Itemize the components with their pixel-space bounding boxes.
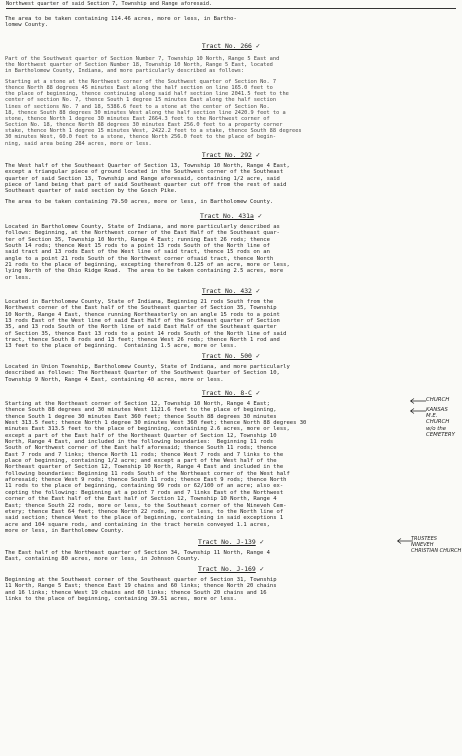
text-line: ning, said area being 284 acres, more or less. — [5, 140, 152, 147]
page-header: Northwest quarter of said Section 7, Township and Range aforesaid. — [6, 1, 456, 9]
text-line: Part of the Southwest quarter of Section Number 7, Township 10 North, Range 5 East and — [5, 56, 280, 62]
tract-heading-292 — [0, 151, 462, 159]
text-line: lines of sections No. 7 and 18, 5386.6 feet to a stone at the center of Section No. — [5, 103, 270, 110]
text-line: South of Northwest corner of the East half aforesaid; thence South 11 rods; thence — [5, 445, 277, 452]
tract-label: Tract No. 8-C — [201, 389, 252, 397]
text-line: ter of Section 35, Township 10 North, Range 4 East; running East 26 rods; thence — [5, 236, 270, 243]
text-line: stone, thence North 1 degree 30 minutes East 2664.3 feet to the Northwest corner of — [5, 115, 270, 122]
text-line: Township 9 North, Range 4 East, containing 40 acres, more or less. — [5, 376, 224, 383]
tract-label: Tract No. J-169 — [198, 565, 256, 573]
text-line: Beginning at the Southwest corner of the Southeast quarter of Section 31, Township — [5, 577, 277, 583]
tract-label: Tract No. 431a — [199, 212, 254, 220]
text-line: 13 rods East of the West line of said East Half of the Southeast quarter of Section — [5, 318, 280, 325]
text-line: North, Range 4 East, and included in the following boundaries: Beginning 11 rods — [5, 439, 274, 446]
text-line: thence South 1 degree 30 minutes East 360 feet; thence South 88 degrees 30 minutes — [5, 413, 277, 420]
text-line: KANSAS — [426, 407, 448, 413]
text-line: of Section 35, thence East 13 rods to a point 14 rods South of the North line of said — [5, 330, 287, 337]
text-line: East, containing 80 acres, more or less, in Johnson County. — [5, 556, 201, 563]
text-line: w/o the — [426, 425, 447, 432]
tract-label: Tract No. 432 — [201, 287, 252, 295]
text-line: thence North 88 degrees 45 minutes East along the half section on line 165.0 feet to — [5, 85, 273, 92]
text-line: Located in Bartholomew County, State of Indiana, and more particularly described as — [5, 224, 280, 230]
text-line: Northwest corner of the East half of the Southeast quarter of Section 35, Township — [5, 305, 277, 312]
text-line: Southeast quarter of said section by the Gosch Pike. — [5, 188, 178, 195]
tract-label: Tract No. 266 — [201, 42, 252, 50]
text-line: The area to be taken containing 114.46 acres, more or less, in Bartho- — [5, 16, 237, 22]
checkmark-icon: ✓ — [255, 352, 261, 360]
paragraph-j139 — [5, 550, 446, 563]
tract-heading-266 — [0, 42, 462, 50]
text-line: 18, thence South 88 degrees 30 minutes West along the half section line 2420.9 feet to a — [5, 109, 286, 116]
text-line: minutes East 313.5 feet to the place of beginning, containing 2.6 acres, more or less, — [5, 426, 290, 433]
checkmark-icon: ✓ — [259, 565, 264, 573]
checkmark-icon: ✓ — [255, 151, 261, 159]
text-line: Northeast quarter of Section 12, Township 10 North, Range 4 East and included in the — [5, 464, 284, 471]
annotation-arrow-trustees — [396, 538, 414, 544]
paragraph-431a — [5, 224, 446, 281]
text-line: stake, thence North 1 degree 15 minutes West, 2422.2 feet to a stake, thence South 88 degrees — [5, 128, 302, 135]
paragraph-292-area — [5, 199, 446, 205]
tract-label: Tract No. J-139 — [198, 538, 256, 546]
checkmark-icon: ✓ — [255, 287, 261, 295]
text-line: M.E. — [426, 413, 438, 420]
tract-heading-j139 — [0, 538, 462, 549]
annotation-arrow-kansas — [409, 408, 427, 414]
text-line: 11 rods to the place of beginning, containing 99 rods or 62/100 of an acre; also ex- — [5, 483, 284, 490]
paragraph-292-description — [5, 163, 446, 195]
text-line: The West half of the Southeast Quarter of Section 13, Township 10 North, Range 4 East, — [5, 163, 290, 169]
text-line: said tract and 13 rods East of the West line of said tract, thence 15 rods on an — [5, 249, 270, 256]
paragraph-j169 — [5, 577, 446, 602]
text-line: etery; thence East 64 feet; thence North 22 rods, more or less, to the North line of — [5, 508, 284, 515]
text-line: following boundaries: Beginning 11 rods South of the Northeast corner of the West half — [5, 470, 290, 477]
text-line: Located in Union Township, Bartholomew County, State of Indiana, and more particularly — [5, 364, 290, 370]
text-line: CHURCH — [426, 397, 450, 403]
text-line: 13 feet to the place of beginning. Containing 1.5 acre, more or less. — [5, 343, 237, 350]
text-line: aforesaid; thence West 9 rods; thence South 11 rods; thence East 9 rods; thence North — [5, 477, 287, 484]
text-line: corner of the East half of the East half of Section 12, Township 10 North, Range 4 — [5, 496, 277, 503]
text-line: Located in Bartholomew County, State of Indiana, Beginning 21 rods South from the — [5, 299, 274, 305]
text-line: The area to be taken containing 79.50 acres, more or less, in Bartholomew County. — [5, 199, 274, 205]
checkmark-icon: ✓ — [255, 389, 261, 397]
text-line: piece of land being that part of said Southeast quarter cut off from the rest of said — [5, 182, 287, 189]
text-line: 10 North, Range 4 East, thence running Northeasterly on an angle 15 rods to a point — [5, 311, 280, 318]
text-line: tract, thence South 8 rods and 13 feet; thence West 26 rods; thence North 1 rod and — [5, 337, 280, 344]
text-line: said section; thence West to the place of beginning, containing in said exceptions 1 — [5, 515, 284, 522]
text-line: described as follows: The Northeast Quarter of the Southwest Quarter of Section 10, — [5, 370, 280, 377]
text-line: TRUSTEES — [411, 536, 437, 542]
text-line: angle to a point 21 rods South of the Northwest corner ofsaid tract, thence North — [5, 255, 274, 262]
text-line: NINEVEH — [411, 542, 434, 549]
text-line: CEMETERY — [426, 431, 455, 438]
text-line: 35, and 13 rods South of the North line of said East Half of the Southeast quarter — [5, 324, 277, 331]
handwritten-note-trustees — [411, 536, 461, 555]
text-line: or less. — [5, 274, 32, 281]
text-line: lying North of the Ohio Ridge Road. The area to be taken containing 2.5 acres, more — [5, 268, 284, 275]
text-line: 11 North, Range 5 East; thence East 19 chains and 60 links; thence North 20 chains — [5, 583, 277, 590]
tract-heading-500 — [0, 352, 462, 360]
paragraph-266-description — [5, 56, 446, 74]
paragraph-266-metes-bounds — [5, 79, 446, 147]
text-line: Starting at the Northeast corner of Section 12, Township 10 North, Range 4 East; — [5, 401, 270, 407]
tract-heading-j169 — [0, 565, 462, 573]
text-line: acre and 104 square rods, and containing in the tract herein conveyed 1.1 acres, — [5, 521, 270, 528]
text-line: links to the place of beginning, containing 39.51 acres, more or less. — [5, 596, 237, 603]
text-line: more or less, in Bartholomew County. — [5, 527, 125, 534]
text-line: 21 rods to the place of beginning, excepting therefrom 0.125 of an acre, more or less, — [5, 262, 290, 269]
text-line: 30 minutes West, 60.0 feet to a stone, thence North 256.0 feet to the place of begin- — [5, 134, 277, 141]
checkmark-icon: ✓ — [257, 212, 263, 220]
handwritten-note-church — [426, 397, 449, 403]
text-line: the place of beginning, thence continuing along said half section line 2041.5 feet to the — [5, 91, 289, 98]
annotation-arrow-church — [409, 398, 427, 404]
text-line: the Northwest quarter of Section Number 18, Township 10 North, Range 5 East, located — [5, 62, 273, 69]
paragraph-8c — [5, 401, 446, 534]
text-line: center of section No. 7, thence South 1 degree 15 minutes East along the half section — [5, 97, 277, 104]
text-line: East; thence South 22 rods, more or less, to the Southeast corner of the Nineveh Cem- — [5, 502, 287, 509]
text-line: Section No. 18, thence North 88 degrees 30 minutes East 256.0 feet to a property corner — [5, 122, 283, 129]
text-line: CHURCH — [426, 419, 450, 426]
text-line: in Bartholomew County, Indiana, and more particularly described as follows: — [5, 68, 245, 75]
text-line: follows: Beginning, at the Northwest corner of the East Half of the Southeast quar- — [5, 230, 280, 237]
text-line: and 16 links; thence West 19 chains and 60 links; thence South 20 chains and 16 — [5, 589, 267, 596]
tract-label: Tract No. 292 — [201, 151, 252, 159]
paragraph-432 — [5, 299, 446, 350]
text-line: West 313.5 feet; thence North 1 degree 30 minutes West 360 feet; thence North 88 degrees 30 — [5, 420, 307, 427]
intro-paragraph — [5, 16, 446, 29]
text-line: lomew County. — [5, 22, 49, 29]
text-line: quarter of said Section 13, Township and Range aforesaid, containing 1/2 acre, said — [5, 175, 280, 182]
text-line: cepting the following: Beginning at a point 7 rods and 7 links East of the Northwest — [5, 489, 284, 496]
handwritten-note-kansas-church — [426, 407, 455, 438]
tract-heading-432 — [0, 287, 462, 295]
tract-heading-431a — [0, 212, 462, 220]
tract-heading-8c — [0, 389, 462, 397]
tract-label: Tract No. 500 — [201, 352, 252, 360]
checkmark-icon: ✓ — [255, 42, 261, 50]
text-line: South 14 rods; thence West 15 rods to a point 13 rods South of the North line of — [5, 243, 270, 250]
text-line: place of beginning, containing 1/2 acre; and except a part of the West half of the — [5, 458, 277, 465]
checkmark-icon: ✓ — [259, 538, 264, 546]
text-line: except a triangular piece of ground located in the Southwest corner of the Southeast — [5, 169, 284, 176]
text-line: thence South 88 degrees and 30 minutes West 1121.6 feet to the place of beginning, — [5, 407, 277, 414]
text-line: CHRISTIAN CHURCH — [411, 548, 462, 555]
text-line: The East half of the Northeast quarter of Section 34, Township 11 North, Range 4 — [5, 550, 270, 556]
paragraph-500 — [5, 364, 446, 383]
text-line: Starting at a stone at the Northwest corner of the Southwest quarter of Section No. 7 — [5, 79, 277, 85]
text-line: except a part of the East half of the Northeast Quarter of Section 12, Township 10 — [5, 432, 277, 439]
text-line: East 7 rods and 7 links; thence North 11 rods; thence West 7 rods and 7 links to the — [5, 451, 284, 458]
